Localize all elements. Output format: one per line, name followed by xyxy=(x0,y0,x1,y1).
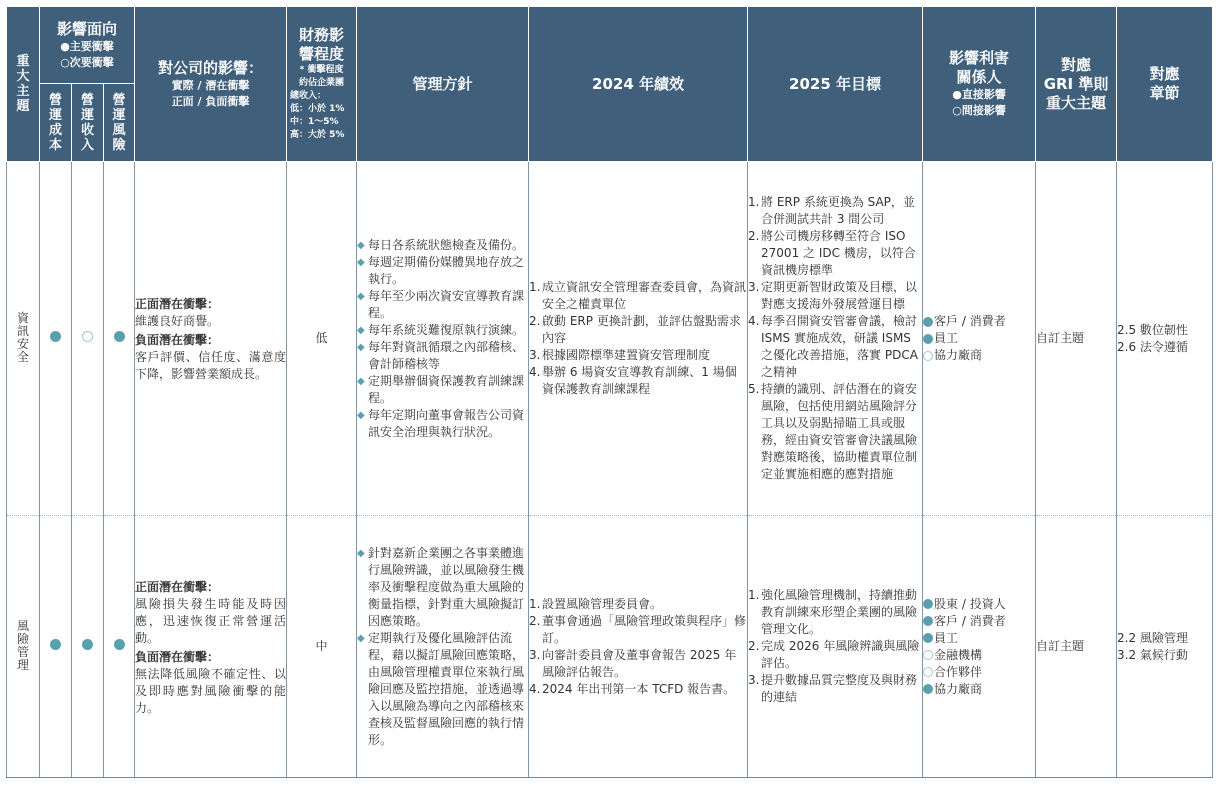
gri-cell: 自訂主題 xyxy=(1036,516,1117,778)
goal-item: 1. 將 ERP 系統更換為 SAP，並合併測試共計 3 間公司 xyxy=(748,195,915,226)
stakeholder-item: 客戶 / 消費者 xyxy=(923,613,1035,630)
perf-item: 1. 設置風險管理委員會。 xyxy=(529,596,663,611)
direction-risk-cell xyxy=(104,162,135,516)
chapter-cell xyxy=(1117,516,1213,778)
goal-item: 3. 提升數據品質完整度及與財務的連結 xyxy=(748,673,918,704)
filled-dot-icon xyxy=(923,684,933,694)
header-policy: 管理方針 xyxy=(357,7,529,162)
header-goal-2025: 2025 年目標 xyxy=(748,7,923,162)
filled-dot-icon xyxy=(114,331,125,342)
stakeholder-item: 協力廠商 xyxy=(923,347,1035,364)
perf-2024-cell xyxy=(529,162,748,516)
diamond-bullet-icon: ◆ xyxy=(357,341,365,353)
impact-negative-text: 無法降低風險不確定性、以及即時應對風險衝擊的能力。 xyxy=(135,666,287,715)
policy-item: ◆ 每年對資訊循環之內部稽核、會計師稽核等 xyxy=(357,339,525,371)
goal-item: 4. 每季召開資安管審會議，檢討 ISMS 實施成效，研議 ISMS 之優化改善措施，落實 PDCA 之精神 xyxy=(748,314,918,379)
impact-negative-label: 負面潛在衝擊： xyxy=(135,649,220,664)
header-impact: 對公司的影響： 實際 / 潛在衝擊 正面 / 負面衝擊 xyxy=(135,7,287,162)
header-sub-revenue: 營運收入 xyxy=(72,84,104,162)
filled-dot-icon xyxy=(50,331,61,342)
materiality-table-wrapper xyxy=(6,6,1212,778)
gri-cell: 自訂主題 xyxy=(1036,162,1117,516)
filled-dot-icon xyxy=(923,633,933,643)
filled-dot-icon xyxy=(923,599,933,609)
filled-dot-icon xyxy=(923,616,933,626)
filled-dot-icon xyxy=(923,334,933,344)
stakeholder-item: 員工 xyxy=(923,630,1035,647)
policy-item: ◆ 每日各系統狀態檢查及備份。 xyxy=(357,237,525,252)
header-chapter: 對應 章節 xyxy=(1117,7,1213,162)
diamond-bullet-icon: ◆ xyxy=(357,324,365,336)
direction-revenue-cell xyxy=(72,162,104,516)
filled-dot-icon xyxy=(82,639,93,650)
direction-risk-cell xyxy=(104,516,135,778)
direction-cost-cell xyxy=(40,516,72,778)
diamond-bullet-icon: ◆ xyxy=(357,632,365,644)
direction-revenue-cell xyxy=(72,516,104,778)
materiality-table xyxy=(6,6,1213,778)
legend-direct: ●直接影響 xyxy=(952,88,1006,101)
header-gri: 對應 GRI 準則 重大主題 xyxy=(1036,7,1117,162)
goal-2025-cell xyxy=(748,516,923,778)
table-row xyxy=(7,162,1213,516)
impact-positive-label: 正面潛在衝擊： xyxy=(135,579,220,594)
diamond-bullet-icon: ◆ xyxy=(357,375,365,387)
finance-cell: 低 xyxy=(287,162,357,516)
header-sub-risk: 營運風險 xyxy=(104,84,135,162)
policy-item: ◆ 每年系統災難復原執行演練。 xyxy=(357,322,525,337)
filled-dot-icon xyxy=(50,639,61,650)
goal-item: 1. 強化風險管理機制，持續推動教育訓練來形塑企業團的風險管理文化。 xyxy=(748,588,918,636)
header-direction: 影響面向 ●主要衝擊 ○次要衝擊 xyxy=(40,7,135,84)
stakeholder-item: 金融機構 xyxy=(923,647,1035,664)
perf-item: 1. 成立資訊安全管理審查委員會，為資訊安全之權責單位 xyxy=(529,280,747,311)
chapter-item: 2.5 數位韌性 xyxy=(1117,322,1188,337)
header-topic: 重大主題 xyxy=(7,7,40,162)
policy-cell xyxy=(357,162,529,516)
policy-item: ◆ 針對嘉新企業團之各事業體進行風險辨識，並以風險發生機率及衝擊程度做為重大風險的衡量指標，針對重大風險擬訂因應策略。 xyxy=(357,545,525,628)
hollow-dot-icon xyxy=(923,667,933,677)
policy-item: ◆ 定期執行及優化風險評估流程，藉以擬訂風險回應策略，由風險管理權責單位來執行風險回應及監控措施，並透過導入以風險為導向之內部稽核來查核及監督風險回應的執行情形。 xyxy=(357,630,525,747)
header-perf-2024: 2024 年績效 xyxy=(529,7,748,162)
header-finance: 財務影 響程度 * 衝擊程度 約佔企業團 總收入： 低：小於 1% 中：1～5% 高：大於 5% xyxy=(287,7,357,162)
diamond-bullet-icon: ◆ xyxy=(357,290,365,302)
impact-negative-text: 客戶評價、信任度、滿意度下降，影響營業額成長。 xyxy=(135,350,287,381)
chapter-item: 2.2 風險管理 xyxy=(1117,630,1188,645)
legend-secondary: ○次要衝擊 xyxy=(60,55,114,69)
stakeholder-item: 合作夥伴 xyxy=(923,664,1035,681)
topic-cell: 資訊安全 xyxy=(7,162,40,516)
filled-dot-icon xyxy=(114,639,125,650)
perf-2024-cell xyxy=(529,516,748,778)
impact-positive-text: 維護良好商譽。 xyxy=(135,314,220,328)
policy-item: ◆ 每年至少兩次資安宣導教育課程。 xyxy=(357,288,525,320)
diamond-bullet-icon: ◆ xyxy=(357,547,365,559)
legend-primary: ●主要衝擊 xyxy=(60,39,114,53)
chapter-item: 3.2 氣候行動 xyxy=(1117,647,1188,662)
impact-cell xyxy=(135,162,287,516)
impact-positive-text: 風險損失發生時能及時因應，迅速恢復正常營運活動。 xyxy=(135,596,287,645)
topic-cell: 風險管理 xyxy=(7,516,40,778)
perf-item: 3. 根據國際標準建置資安管理制度 xyxy=(529,348,711,362)
policy-item: ◆ 定期舉辦個資保護教育訓練課程。 xyxy=(357,373,525,405)
impact-cell xyxy=(135,516,287,778)
diamond-bullet-icon: ◆ xyxy=(357,409,365,421)
policy-item: ◆ 每年定期向董事會報告公司資訊安全治理與執行狀況。 xyxy=(357,407,525,439)
stakeholders-cell xyxy=(923,162,1036,516)
stakeholder-item: 股東 / 投資人 xyxy=(923,596,1035,613)
stakeholder-item: 協力廠商 xyxy=(923,681,1035,698)
stakeholder-item: 客戶 / 消費者 xyxy=(923,313,1035,330)
stakeholder-item: 員工 xyxy=(923,330,1035,347)
policy-cell xyxy=(357,516,529,778)
filled-dot-icon xyxy=(923,317,933,327)
chapter-item: 2.6 法令遵循 xyxy=(1117,339,1188,354)
header-stakeholders: 影響利害 關係人 ●直接影響 ○間接影響 xyxy=(923,7,1036,162)
finance-cell: 中 xyxy=(287,516,357,778)
legend-indirect: ○間接影響 xyxy=(952,104,1006,117)
hollow-dot-icon xyxy=(923,351,933,361)
perf-item: 3. 向審計委員會及董事會報告 2025 年風險評估報告。 xyxy=(529,647,737,679)
diamond-bullet-icon: ◆ xyxy=(357,256,365,268)
impact-negative-label: 負面潛在衝擊： xyxy=(135,333,220,347)
perf-item: 2. 董事會通過「風險管理政策與程序」修訂。 xyxy=(529,613,747,645)
header-sub-cost: 營運成本 xyxy=(40,84,72,162)
impact-positive-label: 正面潛在衝擊： xyxy=(135,297,220,311)
table-body xyxy=(7,162,1213,778)
goal-item: 2. 將公司機房移轉至符合 ISO 27001 之 IDC 機房，以符合資訊機房標準 xyxy=(748,229,916,277)
direction-cost-cell xyxy=(40,162,72,516)
stakeholders-cell xyxy=(923,516,1036,778)
goal-item: 5. 持續的識別、評估潛在的資安風險，包括使用網站風險評分工具以及弱點掃瞄工具或服務，經由資安管審會決議風險對應策略後，協助權責單位制定並實施相應的應對措施 xyxy=(748,382,918,481)
chapter-cell xyxy=(1117,162,1213,516)
perf-item: 4. 舉辦 6 場資安宣導教育訓練、1 場個資保護教育訓練課程 xyxy=(529,365,737,396)
perf-item: 2. 啟動 ERP 更換計劃，並評估盤點需求內容 xyxy=(529,314,741,345)
goal-2025-cell xyxy=(748,162,923,516)
goal-item: 3. 定期更新智財政策及目標，以對應支援海外發展營運目標 xyxy=(748,280,918,311)
diamond-bullet-icon: ◆ xyxy=(357,239,365,251)
policy-item: ◆ 每週定期備份媒體異地存放之執行。 xyxy=(357,254,525,286)
table-row xyxy=(7,516,1213,778)
hollow-dot-icon xyxy=(82,331,93,342)
hollow-dot-icon xyxy=(923,650,933,660)
perf-item: 4. 2024 年出刊第一本 TCFD 報告書。 xyxy=(529,681,736,696)
goal-item: 2. 完成 2026 年風險辨識與風險評估。 xyxy=(748,639,920,670)
